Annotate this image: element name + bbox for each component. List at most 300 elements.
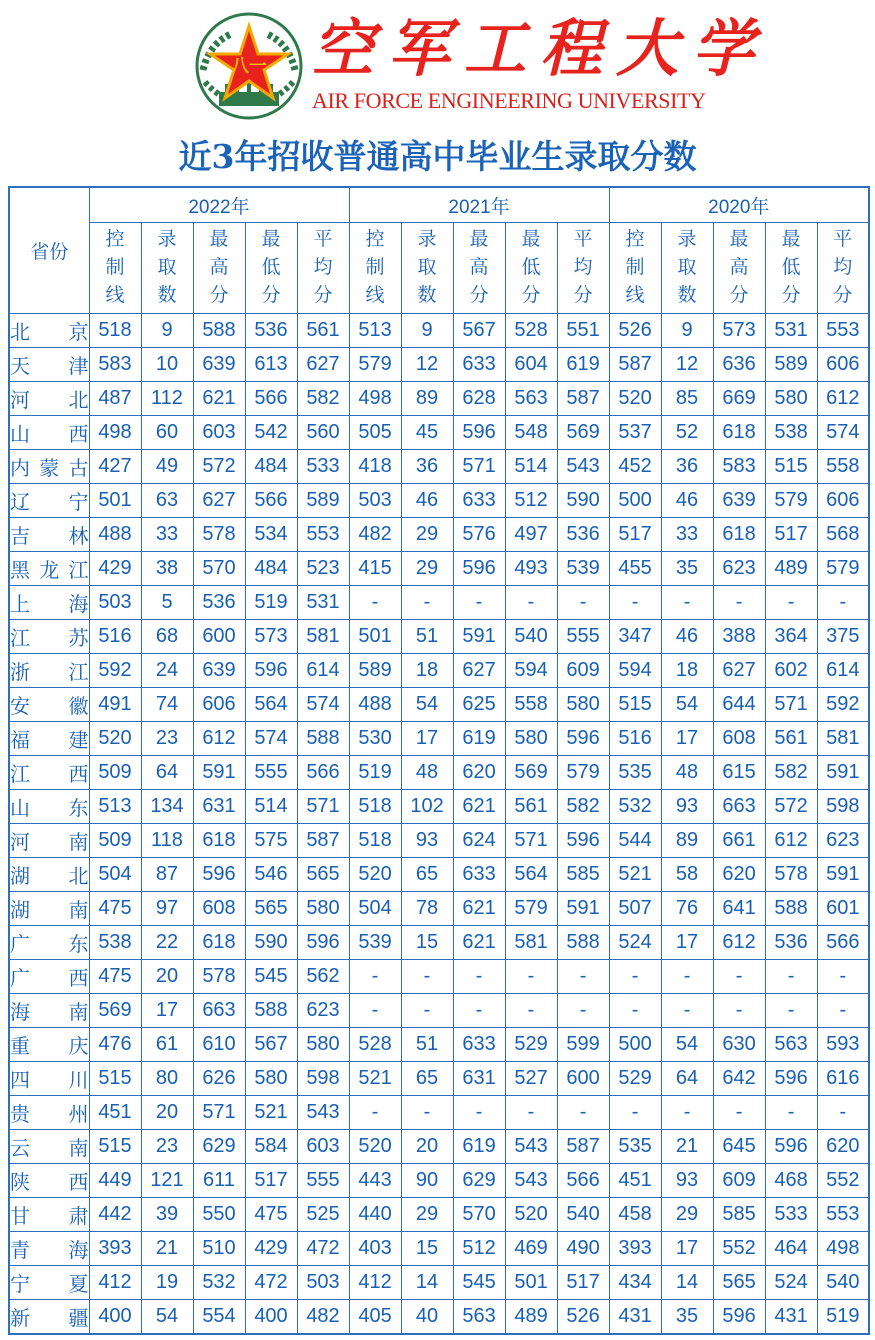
score-cell: - bbox=[349, 1096, 401, 1130]
score-cell: 555 bbox=[245, 756, 297, 790]
score-cell: 596 bbox=[453, 552, 505, 586]
province-cell: 新疆 bbox=[9, 1300, 89, 1335]
score-cell: 585 bbox=[557, 858, 609, 892]
score-cell: 565 bbox=[245, 892, 297, 926]
score-cell: 596 bbox=[557, 722, 609, 756]
score-cell: 9 bbox=[141, 314, 193, 348]
score-cell: 51 bbox=[401, 620, 453, 654]
score-cell: 472 bbox=[297, 1232, 349, 1266]
score-cell: 519 bbox=[245, 586, 297, 620]
score-cell: 580 bbox=[557, 688, 609, 722]
score-cell: 46 bbox=[401, 484, 453, 518]
score-cell: 614 bbox=[817, 654, 869, 688]
score-cell: 520 bbox=[349, 858, 401, 892]
score-cell: 526 bbox=[609, 314, 661, 348]
score-cell: 631 bbox=[193, 790, 245, 824]
metric-header-char: 录 bbox=[417, 229, 437, 250]
score-cell: 17 bbox=[141, 994, 193, 1028]
score-cell: 611 bbox=[193, 1164, 245, 1198]
score-cell: 400 bbox=[245, 1300, 297, 1335]
score-cell: 615 bbox=[713, 756, 765, 790]
score-cell: 78 bbox=[401, 892, 453, 926]
score-cell: 472 bbox=[245, 1266, 297, 1300]
score-cell: 620 bbox=[453, 756, 505, 790]
score-cell: 434 bbox=[609, 1266, 661, 1300]
score-cell: 442 bbox=[89, 1198, 141, 1232]
score-cell: 571 bbox=[297, 790, 349, 824]
score-cell: - bbox=[349, 586, 401, 620]
score-cell: - bbox=[505, 1096, 557, 1130]
metric-header-row bbox=[9, 223, 869, 314]
metric-header-char: 低 bbox=[261, 257, 281, 278]
score-cell: 588 bbox=[765, 892, 817, 926]
score-cell: 498 bbox=[817, 1232, 869, 1266]
score-cell: 515 bbox=[89, 1130, 141, 1164]
score-cell: 567 bbox=[453, 314, 505, 348]
score-cell: 29 bbox=[661, 1198, 713, 1232]
score-cell: 578 bbox=[193, 960, 245, 994]
score-cell: 530 bbox=[349, 722, 401, 756]
score-cell: 497 bbox=[505, 518, 557, 552]
score-cell: 68 bbox=[141, 620, 193, 654]
score-cell: - bbox=[349, 960, 401, 994]
metric-header-char: 制 bbox=[105, 257, 125, 278]
score-cell: 17 bbox=[401, 722, 453, 756]
score-cell: 54 bbox=[661, 1028, 713, 1062]
table-row bbox=[9, 1266, 869, 1300]
score-cell: 639 bbox=[193, 348, 245, 382]
score-cell: 469 bbox=[505, 1232, 557, 1266]
score-cell: 451 bbox=[89, 1096, 141, 1130]
metric-header-char: 录 bbox=[677, 229, 697, 250]
score-cell: 524 bbox=[765, 1266, 817, 1300]
score-cell: 627 bbox=[193, 484, 245, 518]
score-cell: 631 bbox=[453, 1062, 505, 1096]
score-cell: 558 bbox=[505, 688, 557, 722]
score-cell: 663 bbox=[193, 994, 245, 1028]
score-cell: 569 bbox=[505, 756, 557, 790]
table-row bbox=[9, 348, 869, 382]
score-cell: 475 bbox=[245, 1198, 297, 1232]
score-cell: 669 bbox=[713, 382, 765, 416]
score-cell: 17 bbox=[661, 722, 713, 756]
table-row bbox=[9, 994, 869, 1028]
score-cell: 592 bbox=[817, 688, 869, 722]
score-cell: 529 bbox=[609, 1062, 661, 1096]
score-cell: 489 bbox=[765, 552, 817, 586]
score-cell: 51 bbox=[401, 1028, 453, 1062]
score-cell: 487 bbox=[89, 382, 141, 416]
score-cell: 512 bbox=[505, 484, 557, 518]
score-cell: 582 bbox=[297, 382, 349, 416]
score-cell: 85 bbox=[661, 382, 713, 416]
score-cell: 58 bbox=[661, 858, 713, 892]
score-cell: 118 bbox=[141, 824, 193, 858]
score-cell: 588 bbox=[193, 314, 245, 348]
score-cell: 89 bbox=[401, 382, 453, 416]
table-row bbox=[9, 1062, 869, 1096]
score-cell: 587 bbox=[557, 382, 609, 416]
metric-header-char: 低 bbox=[781, 257, 801, 278]
score-cell: - bbox=[609, 586, 661, 620]
province-cell: 广西 bbox=[9, 960, 89, 994]
province-cell: 湖北 bbox=[9, 858, 89, 892]
score-cell: 48 bbox=[661, 756, 713, 790]
metric-header-char: 分 bbox=[313, 285, 333, 306]
table-row bbox=[9, 790, 869, 824]
score-cell: 10 bbox=[141, 348, 193, 382]
score-cell: 54 bbox=[401, 688, 453, 722]
score-cell: 527 bbox=[505, 1062, 557, 1096]
score-cell: 612 bbox=[713, 926, 765, 960]
score-cell: 608 bbox=[713, 722, 765, 756]
score-cell: - bbox=[765, 994, 817, 1028]
score-cell: 536 bbox=[193, 586, 245, 620]
score-cell: 65 bbox=[401, 858, 453, 892]
score-cell: 581 bbox=[817, 722, 869, 756]
score-cell: 563 bbox=[765, 1028, 817, 1062]
score-cell: 97 bbox=[141, 892, 193, 926]
metric-header-char: 取 bbox=[677, 257, 697, 278]
score-cell: 29 bbox=[401, 552, 453, 586]
score-cell: 415 bbox=[349, 552, 401, 586]
score-cell: 574 bbox=[297, 688, 349, 722]
table-row bbox=[9, 858, 869, 892]
metric-header-char: 录 bbox=[157, 229, 177, 250]
table-row bbox=[9, 518, 869, 552]
score-cell: 602 bbox=[765, 654, 817, 688]
score-cell: 517 bbox=[245, 1164, 297, 1198]
table-row bbox=[9, 1300, 869, 1335]
score-cell: 581 bbox=[297, 620, 349, 654]
metric-header-char: 线 bbox=[625, 285, 645, 306]
score-cell: 490 bbox=[557, 1232, 609, 1266]
score-cell: 393 bbox=[609, 1232, 661, 1266]
score-cell: 569 bbox=[557, 416, 609, 450]
score-cell: 572 bbox=[765, 790, 817, 824]
university-name-chinese: 空军工程大学 bbox=[312, 12, 769, 85]
score-cell: 589 bbox=[765, 348, 817, 382]
score-cell: 580 bbox=[297, 1028, 349, 1062]
score-cell: 574 bbox=[245, 722, 297, 756]
score-cell: 564 bbox=[505, 858, 557, 892]
score-cell: 618 bbox=[713, 416, 765, 450]
province-cell: 四川 bbox=[9, 1062, 89, 1096]
score-cell: 19 bbox=[141, 1266, 193, 1300]
score-cell: 616 bbox=[817, 1062, 869, 1096]
score-cell: 515 bbox=[765, 450, 817, 484]
score-cell: 641 bbox=[713, 892, 765, 926]
score-cell: 513 bbox=[349, 314, 401, 348]
metric-header-char: 取 bbox=[157, 257, 177, 278]
score-cell: 520 bbox=[609, 382, 661, 416]
score-cell: 20 bbox=[141, 960, 193, 994]
score-cell: 440 bbox=[349, 1198, 401, 1232]
score-cell: 550 bbox=[193, 1198, 245, 1232]
score-cell: 582 bbox=[765, 756, 817, 790]
metric-header-lowest-score bbox=[765, 223, 817, 314]
score-cell: 36 bbox=[401, 450, 453, 484]
score-cell: 598 bbox=[297, 1062, 349, 1096]
table-row bbox=[9, 960, 869, 994]
province-cell: 广东 bbox=[9, 926, 89, 960]
score-cell: 60 bbox=[141, 416, 193, 450]
metric-header-char: 分 bbox=[573, 285, 593, 306]
score-cell: 49 bbox=[141, 450, 193, 484]
score-cell: 629 bbox=[453, 1164, 505, 1198]
score-cell: 553 bbox=[817, 314, 869, 348]
table-row bbox=[9, 824, 869, 858]
score-cell: 579 bbox=[765, 484, 817, 518]
score-cell: 596 bbox=[765, 1062, 817, 1096]
score-cell: 596 bbox=[193, 858, 245, 892]
score-cell: 517 bbox=[557, 1266, 609, 1300]
score-cell: 579 bbox=[349, 348, 401, 382]
score-cell: 587 bbox=[557, 1130, 609, 1164]
score-cell: 39 bbox=[141, 1198, 193, 1232]
score-cell: 589 bbox=[349, 654, 401, 688]
score-cell: 553 bbox=[817, 1198, 869, 1232]
score-cell: 543 bbox=[297, 1096, 349, 1130]
metric-header-char: 最 bbox=[209, 229, 229, 250]
score-cell: 625 bbox=[453, 688, 505, 722]
score-cell: 443 bbox=[349, 1164, 401, 1198]
score-cell: 583 bbox=[713, 450, 765, 484]
score-cell: 645 bbox=[713, 1130, 765, 1164]
score-cell: 612 bbox=[817, 382, 869, 416]
score-cell: 600 bbox=[557, 1062, 609, 1096]
score-cell: 571 bbox=[453, 450, 505, 484]
score-cell: 621 bbox=[193, 382, 245, 416]
province-cell: 河北 bbox=[9, 382, 89, 416]
score-cell: 624 bbox=[453, 824, 505, 858]
score-cell: 15 bbox=[401, 926, 453, 960]
table-row bbox=[9, 416, 869, 450]
score-cell: 599 bbox=[557, 1028, 609, 1062]
score-cell: 606 bbox=[817, 348, 869, 382]
score-cell: - bbox=[661, 994, 713, 1028]
score-cell: 14 bbox=[401, 1266, 453, 1300]
score-cell: 578 bbox=[765, 858, 817, 892]
score-cell: 618 bbox=[193, 824, 245, 858]
score-cell: 412 bbox=[349, 1266, 401, 1300]
score-cell: 22 bbox=[141, 926, 193, 960]
score-cell: 588 bbox=[557, 926, 609, 960]
score-cell: 627 bbox=[713, 654, 765, 688]
score-cell: 619 bbox=[453, 722, 505, 756]
score-cell: 553 bbox=[297, 518, 349, 552]
score-cell: 560 bbox=[297, 416, 349, 450]
score-cell: 610 bbox=[193, 1028, 245, 1062]
score-cell: 574 bbox=[817, 416, 869, 450]
score-cell: 612 bbox=[765, 824, 817, 858]
metric-header-char: 控 bbox=[625, 229, 645, 250]
province-cell: 山东 bbox=[9, 790, 89, 824]
score-cell: 63 bbox=[141, 484, 193, 518]
score-cell: 518 bbox=[349, 790, 401, 824]
score-cell: 580 bbox=[765, 382, 817, 416]
score-cell: - bbox=[453, 994, 505, 1028]
score-cell: 639 bbox=[193, 654, 245, 688]
score-cell: 476 bbox=[89, 1028, 141, 1062]
province-cell: 江苏 bbox=[9, 620, 89, 654]
score-cell: 482 bbox=[349, 518, 401, 552]
province-cell: 福建 bbox=[9, 722, 89, 756]
metric-header-char: 均 bbox=[313, 257, 333, 278]
score-cell: 15 bbox=[401, 1232, 453, 1266]
score-cell: 54 bbox=[141, 1300, 193, 1335]
table-row bbox=[9, 1096, 869, 1130]
score-cell: 23 bbox=[141, 722, 193, 756]
table-row bbox=[9, 722, 869, 756]
score-cell: 80 bbox=[141, 1062, 193, 1096]
score-cell: 405 bbox=[349, 1300, 401, 1335]
score-cell: 620 bbox=[817, 1130, 869, 1164]
province-cell: 山西 bbox=[9, 416, 89, 450]
score-cell: - bbox=[817, 960, 869, 994]
score-cell: 590 bbox=[245, 926, 297, 960]
score-cell: 449 bbox=[89, 1164, 141, 1198]
score-cell: 571 bbox=[765, 688, 817, 722]
score-cell: 531 bbox=[297, 586, 349, 620]
score-cell: 538 bbox=[89, 926, 141, 960]
table-row bbox=[9, 756, 869, 790]
score-cell: 501 bbox=[349, 620, 401, 654]
score-cell: 623 bbox=[817, 824, 869, 858]
score-cell: 585 bbox=[713, 1198, 765, 1232]
score-cell: 518 bbox=[89, 314, 141, 348]
score-cell: 551 bbox=[557, 314, 609, 348]
score-cell: 596 bbox=[765, 1130, 817, 1164]
score-cell: 9 bbox=[661, 314, 713, 348]
score-cell: 570 bbox=[193, 552, 245, 586]
score-cell: 517 bbox=[765, 518, 817, 552]
score-cell: - bbox=[349, 994, 401, 1028]
metric-header-char: 最 bbox=[729, 229, 749, 250]
score-cell: 544 bbox=[609, 824, 661, 858]
metric-header-char: 平 bbox=[313, 229, 333, 250]
metric-header-highest-score bbox=[713, 223, 765, 314]
score-cell: 482 bbox=[297, 1300, 349, 1335]
score-cell: 623 bbox=[297, 994, 349, 1028]
score-cell: 33 bbox=[141, 518, 193, 552]
metric-header-control-line bbox=[89, 223, 141, 314]
score-cell: 393 bbox=[89, 1232, 141, 1266]
score-cell: 520 bbox=[89, 722, 141, 756]
score-cell: 529 bbox=[505, 1028, 557, 1062]
score-cell: 505 bbox=[349, 416, 401, 450]
score-cell: 526 bbox=[557, 1300, 609, 1335]
score-cell: 601 bbox=[817, 892, 869, 926]
score-cell: 536 bbox=[765, 926, 817, 960]
metric-header-char: 低 bbox=[521, 257, 541, 278]
score-cell: 573 bbox=[245, 620, 297, 654]
score-cell: 520 bbox=[505, 1198, 557, 1232]
metric-header-highest-score bbox=[193, 223, 245, 314]
score-cell: 533 bbox=[765, 1198, 817, 1232]
score-cell: 534 bbox=[245, 518, 297, 552]
province-cell: 上海 bbox=[9, 586, 89, 620]
metric-header-char: 线 bbox=[365, 285, 385, 306]
score-cell: 429 bbox=[245, 1232, 297, 1266]
year-header-2020: 2020年 bbox=[609, 187, 869, 223]
score-cell: - bbox=[817, 1096, 869, 1130]
score-cell: 608 bbox=[193, 892, 245, 926]
score-cell: 594 bbox=[505, 654, 557, 688]
score-cell: 552 bbox=[817, 1164, 869, 1198]
score-cell: 629 bbox=[193, 1130, 245, 1164]
table-row bbox=[9, 1232, 869, 1266]
score-cell: 573 bbox=[713, 314, 765, 348]
score-cell: 484 bbox=[245, 552, 297, 586]
province-cell: 吉林 bbox=[9, 518, 89, 552]
province-cell: 贵州 bbox=[9, 1096, 89, 1130]
score-cell: 561 bbox=[505, 790, 557, 824]
score-cell: 566 bbox=[245, 484, 297, 518]
score-cell: 619 bbox=[557, 348, 609, 382]
province-cell: 内蒙古 bbox=[9, 450, 89, 484]
score-cell: 596 bbox=[453, 416, 505, 450]
score-cell: 552 bbox=[713, 1232, 765, 1266]
score-cell: 93 bbox=[661, 790, 713, 824]
metric-header-char: 制 bbox=[365, 257, 385, 278]
score-cell: 525 bbox=[297, 1198, 349, 1232]
metric-header-char: 分 bbox=[521, 285, 541, 306]
score-cell: 455 bbox=[609, 552, 661, 586]
score-cell: - bbox=[713, 960, 765, 994]
table-row bbox=[9, 688, 869, 722]
score-cell: 64 bbox=[141, 756, 193, 790]
province-cell: 北京 bbox=[9, 314, 89, 348]
score-cell: 475 bbox=[89, 892, 141, 926]
province-column-header: 省份 bbox=[9, 187, 89, 314]
score-cell: 507 bbox=[609, 892, 661, 926]
score-cell: 503 bbox=[349, 484, 401, 518]
metric-header-lowest-score bbox=[245, 223, 297, 314]
score-cell: 568 bbox=[817, 518, 869, 552]
score-cell: 493 bbox=[505, 552, 557, 586]
score-cell: 519 bbox=[817, 1300, 869, 1335]
score-cell: 375 bbox=[817, 620, 869, 654]
score-cell: 604 bbox=[505, 348, 557, 382]
metric-header-char: 线 bbox=[105, 285, 125, 306]
score-cell: 627 bbox=[453, 654, 505, 688]
province-cell: 辽宁 bbox=[9, 484, 89, 518]
score-cell: 403 bbox=[349, 1232, 401, 1266]
admission-scores-table bbox=[8, 186, 870, 1335]
metric-header-char: 分 bbox=[261, 285, 281, 306]
score-cell: 644 bbox=[713, 688, 765, 722]
score-cell: 46 bbox=[661, 484, 713, 518]
score-cell: 364 bbox=[765, 620, 817, 654]
score-cell: 606 bbox=[817, 484, 869, 518]
score-cell: 542 bbox=[245, 416, 297, 450]
score-cell: 20 bbox=[401, 1130, 453, 1164]
score-cell: 588 bbox=[245, 994, 297, 1028]
score-cell: - bbox=[401, 994, 453, 1028]
score-cell: 633 bbox=[453, 1028, 505, 1062]
province-cell: 江西 bbox=[9, 756, 89, 790]
score-cell: 61 bbox=[141, 1028, 193, 1062]
score-cell: 576 bbox=[453, 518, 505, 552]
score-cell: 12 bbox=[661, 348, 713, 382]
score-cell: - bbox=[713, 586, 765, 620]
score-cell: 510 bbox=[193, 1232, 245, 1266]
score-cell: 545 bbox=[453, 1266, 505, 1300]
score-cell: 548 bbox=[505, 416, 557, 450]
score-cell: 517 bbox=[609, 518, 661, 552]
score-cell: 112 bbox=[141, 382, 193, 416]
